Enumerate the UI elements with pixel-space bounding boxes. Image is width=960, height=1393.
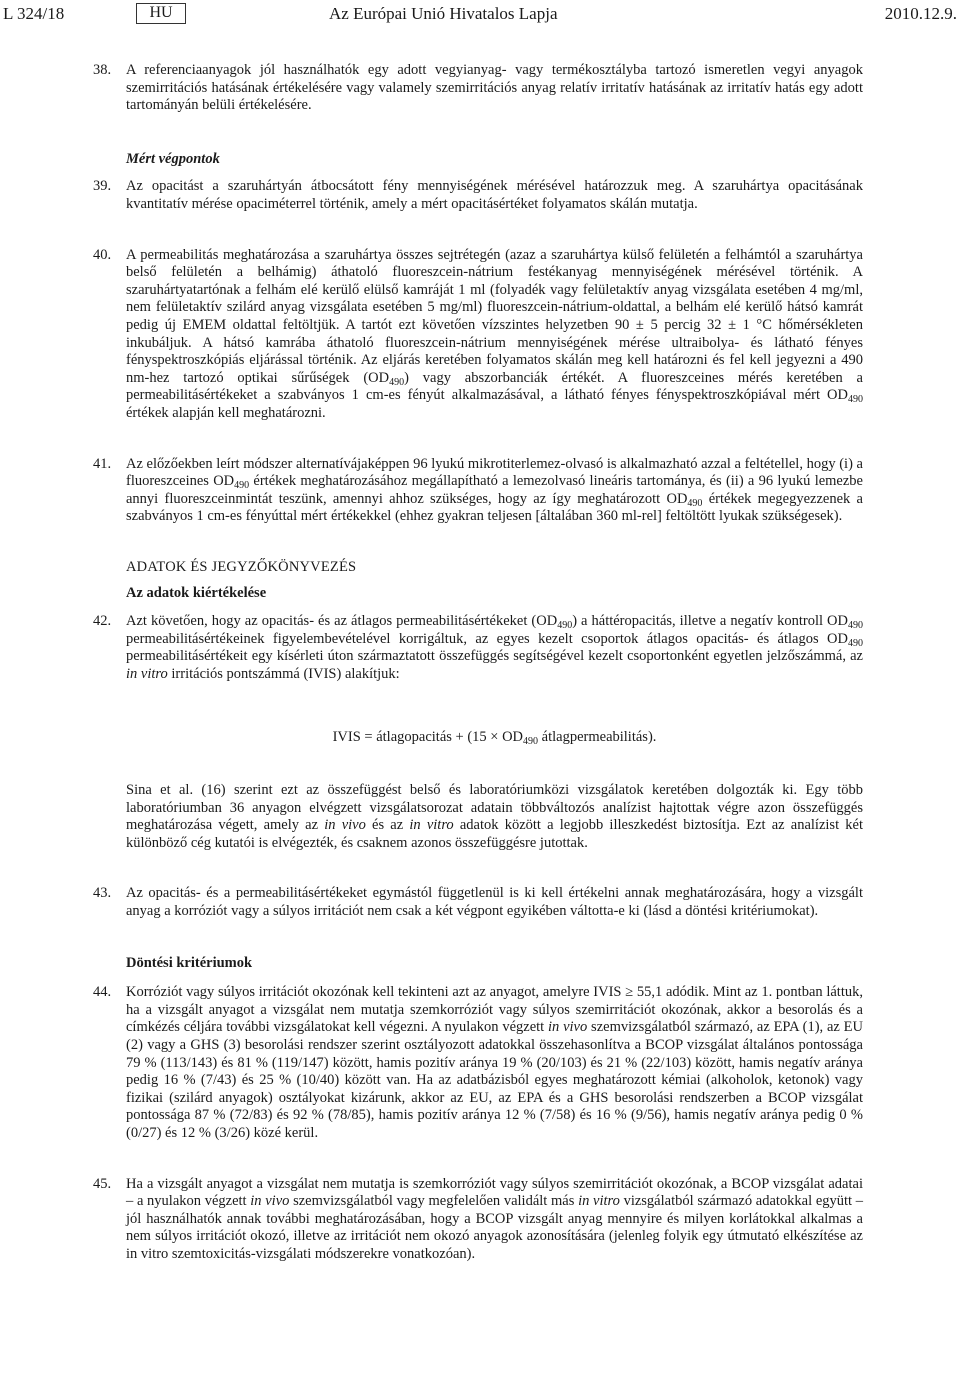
subscript: 490 [687, 497, 703, 509]
document-body [93, 62, 863, 1264]
italic-term: in vitro [409, 817, 454, 834]
paragraph-41 [93, 456, 863, 526]
paragraph-43 [93, 885, 863, 920]
journal-title: Az Európai Unió Hivatalos Lapja [329, 4, 558, 23]
paragraph-text: szemvizsgálatból származó, az EPA (1), az EU (2) vagy a GHS (3) besorolási rendszer szerint osztályozott adatokkal összehasonlítva a BCOP vizsgálat általános pontossága 79 % (113/143) és 81 % (119/147) között, hamis pozitív aránya 19 % (20/103) és 21 % (22/103) között, hamis negatív aránya pedig 16 % (7/43) és 25 % (10/40) között van. Ha az adatbázisból egyes meghatározott kémiai (alkoholok, ketonok) vagy fizikai (szilárd anyagok) osztályokat kizárunk, akkor az EU, az EPA és a GHS besorolási rendszerben a BCOP vizsgálat pontossága 87 % (72/83) és 92 % (78/85), hamis pozitív aránya 12 % (7/58) és 16 % (9/56), hamis negatív aránya pedig 0 % (0/27) és 12 % (3/26) közé kerül. [126, 1019, 863, 1141]
formula-text: IVIS = átlagopacitás + (15 × OD [332, 729, 524, 746]
paragraph-number: 40. [93, 246, 112, 263]
paragraph-number: 42. [93, 613, 112, 630]
italic-term: in vivo [548, 1019, 588, 1036]
section-heading-measured-endpoints: Mért végpontok [126, 150, 220, 167]
paragraph-42-continued [93, 782, 863, 852]
subscript: 490 [523, 736, 539, 748]
paragraph-text: irritációs pontszámmá (IVIS) alakítjuk: [167, 665, 400, 682]
publication-date: 2010.12.9. [884, 4, 957, 23]
paragraph-text: ) a háttéropacitás, illetve a negatív kontroll OD [572, 613, 848, 630]
paragraph-text: vizsgálatból származó adatokkal együtt – jól használhatók annak további meghatározásában, hogy a BCOP vizsgált anyag mennyire és milyen korlátokkal alkalmas a nem súlyos irritációt okozó, illetve az irritációt nem okozó anyagok azonosítására (jelenleg folyik egy útmutató elkészítése az in vitro szemtoxicitás-vizsgálati módszerekre vonatkozóan). [126, 1193, 863, 1262]
section-heading-data-reporting: ADATOK ÉS JEGYZŐKÖNYVEZÉS [126, 558, 357, 575]
paragraph-39 [93, 178, 863, 213]
paragraph-text: permeabilitásértékeinek figyelembevételével korrigáltuk, az egyes kezelt csoportok átlagos opacitás- és átlagos OD [126, 630, 848, 647]
paragraph-38 [93, 62, 863, 115]
paragraph-text: Korróziót vagy súlyos irritációt okozónak kell tekinteni azt az anyagot, amelyre IVIS ≥ 55,1 adódik. Mint az 1. pontban láttuk, ha a vizsgált anyagot a vizsgálat nem mutatja szemkorróziót vagy súlyos szemirritációt okozónak, akkor a besorolás és a címkézés céljára további vizsgálatokat kell végezni. A nyulakon végzett [126, 984, 863, 1036]
paragraph-text: és az [365, 817, 410, 834]
subscript: 490 [557, 620, 573, 632]
paragraph-number: 43. [93, 885, 112, 902]
section-heading-data-evaluation: Az adatok kiértékelése [126, 585, 267, 602]
subscript: 490 [234, 480, 250, 492]
paragraph-40 [93, 247, 863, 423]
paragraph-number: 41. [93, 455, 112, 472]
paragraph-text: permeabilitásértékeit egy kísérleti úton származtatott összefüggés segítségével kezelt csoportonként egyetlen jelzőszámmá, az [126, 648, 863, 665]
language-code-box: HU [136, 3, 186, 24]
paragraph-number: 45. [93, 1175, 112, 1192]
subscript: 490 [848, 394, 863, 406]
paragraph-text: A permeabilitás meghatározása a szaruhártya összes sejtrétegén (azaz a szaruhártya külső felületén a felhámtól a szaruhártya belső felületén a belhámig) áthatoló fluoreszcein-nátrium festékanyag mennyiségének mérésével történik. A szaruhártyatartónak a felhám elé kerülő elülső kamráját 1 ml (folyadék vagy felületaktív anyag vizsgálata esetében 4 mg/ml, nem felületaktív szilárd anyag vizsgálata esetében 5 mg/ml) fluoreszcein-nátrium-oldattal, a belhám elé kerülő hátsó kamrát pedig új EMEM oldattal feltöltjük. A tartót ezt követően vízszintes helyzetben 90 ± 5 percig 32 ± 1 °C hőmérsékleten inkubáljuk. A hátsó kamrába áthatoló fluoreszcein-nátrium mennyiségének mérése ultraibolya- és látható fényes fényspektroszkópiás eljárással történik. Az eljárás keretében folyamatos skálán meg kell határozni és fel kell jegyezni a 490 nm-hez tartozó optikai sűrűségek (OD [126, 246, 863, 386]
italic-term: in vitro [578, 1193, 620, 1210]
paragraph-text: Az opacitást a szaruhártyán átbocsátott fény mennyiségének mérésével határozzuk meg. A szaruhártya opacitásának kvantitatív mérése opaciméterrel történik, amely a mért opacitásértéket folyamatos skálán mutatja. [126, 178, 863, 212]
paragraph-text: A referenciaanyagok jól használhatók egy adott vegyianyag- vagy termékosztályba tartozó ismeretlen vegyi anyagok szemirritációs hatásának értékelésére vagy valamely szemirritációs anyag relatív irritatív hatásának az irritatív hatás egy adott tartományán belüli értékelésére. [126, 62, 863, 114]
paragraph-42 [93, 613, 863, 683]
paragraph-text: ) vagy abszorbanciák értékét. A fluoreszceines mérés keretében a permeabilitásértékeket a szabványos 1 cm-es fényút alkalmazásával, a látható fényes fényspektroszkópiával mért OD [126, 369, 863, 404]
paragraph-text: Sina et al. (16) szerint ezt az összefüggést belső és laboratóriumközi vizsgálatok keretében dolgozták ki. Egy több laboratóriumban 36 anyagon elvégzett vizsgálatsorozat adatain többváltozós analízist hajtottak végre azon összefüggés meghatározása végett, amely az [126, 782, 863, 834]
paragraph-text: Az előzőekben leírt módszer alternatívájaképpen 96 lyukú mikrotiterlemez-olvasó is alkalmazható azzal a feltétellel, hogy (i) a fluoreszceines OD [126, 455, 863, 490]
subscript: 490 [389, 376, 405, 388]
paragraph-text: Azt követően, hogy az opacitás- és az átlagos permeabilitásértékeket (OD [126, 613, 558, 630]
italic-term: in vivo [250, 1193, 290, 1210]
paragraph-text: Az opacitás- és a permeabilitásértékeket egymástól függetlenül is ki kell értékelni annak meghatározására, hogy a vizsgált anyag a korróziót vagy a súlyos irritációt nem csak a két végpont egyikében váltotta-e ki (lásd a döntési kritériumokat). [126, 885, 863, 919]
paragraph-text: adatok között a legjobb illeszkedést biztosítja. Ezt az analízist két különböző cég kutatói is elvégezték, és csaknem azonos összefüggésre jutottak. [126, 817, 863, 851]
paragraph-44 [93, 984, 863, 1142]
paragraph-text: szemvizsgálatból vagy megfelelően validált más [289, 1193, 579, 1210]
section-heading-decision-criteria: Döntési kritériumok [126, 954, 253, 971]
ivis-formula [93, 729, 863, 747]
formula-text: átlagpermeabilitás). [538, 729, 657, 746]
italic-term: in vitro [126, 665, 168, 682]
subscript: 490 [848, 637, 863, 649]
italic-term: in vivo [324, 817, 366, 834]
paragraph-text: értékek megegyezzenek a szabványos 1 cm-es fényúttal mért értékekkel (ehhez gyakran teljesen [általában 360 ml-rel] feltöltött lyukak szükségesek). [126, 490, 863, 525]
paragraph-45 [93, 1176, 863, 1264]
paragraph-number: 44. [93, 984, 112, 1001]
page-reference: L 324/18 [3, 4, 65, 23]
paragraph-number: 39. [93, 178, 112, 195]
subscript: 490 [847, 620, 863, 632]
paragraph-text: értékek alapján kell meghatározni. [126, 404, 326, 421]
paragraph-number: 38. [93, 62, 112, 78]
paragraph-text: értékek meghatározásához megállapítható a lemezolvasó lineáris tartománya, és (ii) a 96 lyukú lemezbe annyi fluoreszceinmintát teszünk, amennyi ahhoz szükséges, hogy az így meghatározott OD [126, 473, 863, 507]
page-header [0, 3, 960, 25]
paragraph-text: Ha a vizsgált anyagot a vizsgálat nem mutatja is szemkorróziót vagy súlyos szemirritációt okozónak, a BCOP vizsgálat adatai – a nyulakon végzett [126, 1175, 863, 1210]
